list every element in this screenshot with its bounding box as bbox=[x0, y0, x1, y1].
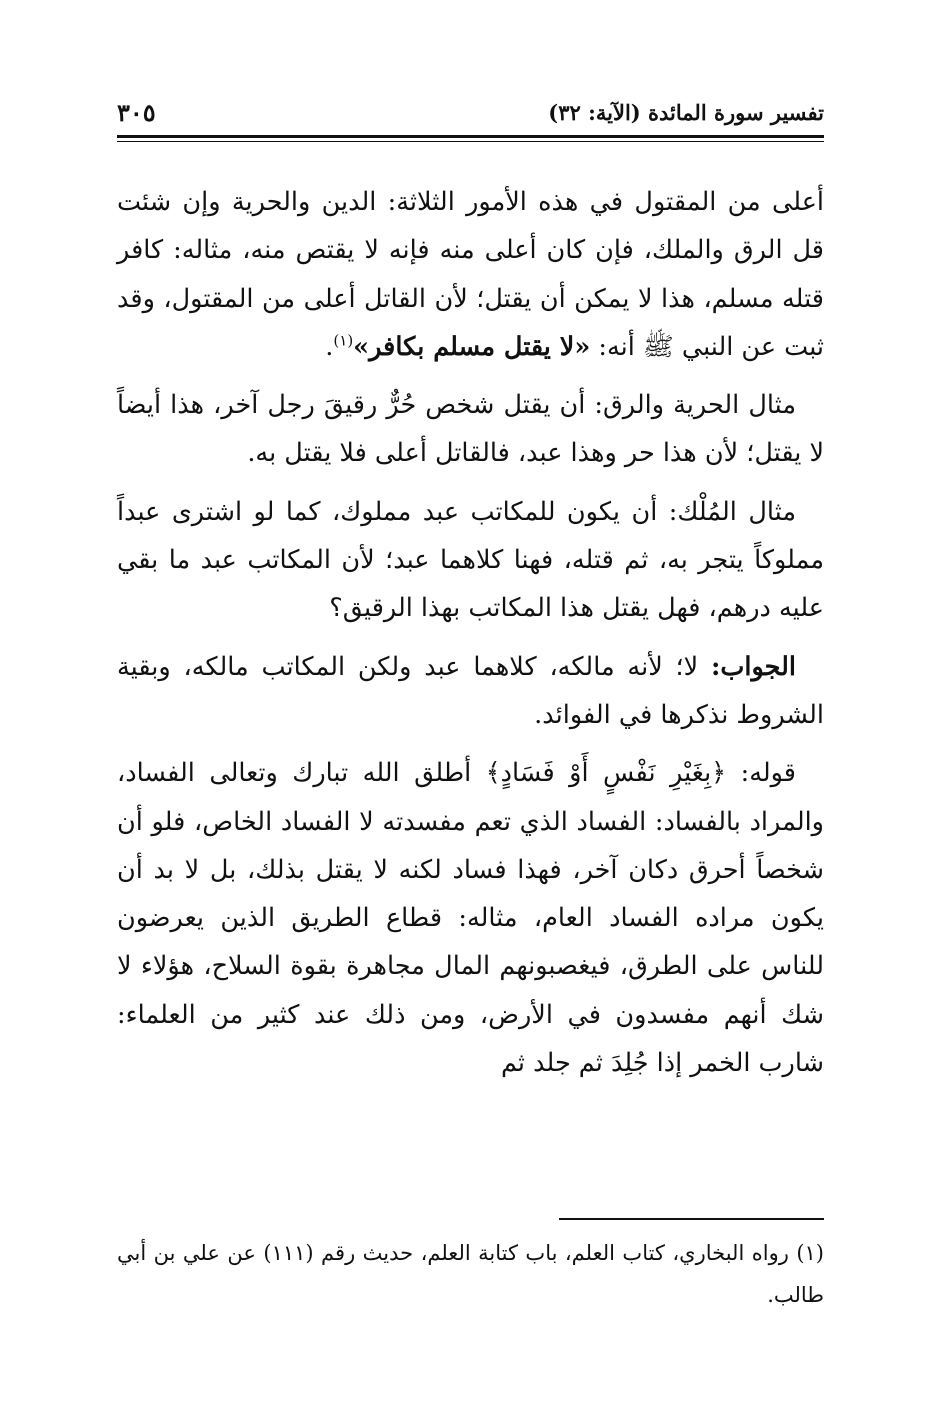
header-rule-thin bbox=[117, 141, 824, 142]
page-header bbox=[117, 92, 824, 132]
paragraph-5-lead: قوله: bbox=[726, 758, 796, 789]
paragraph-1-text: أعلى من المقتول في هذه الأمور الثلاثة: الدين والحرية وإن شئت قل الرق والملك، فإن كان أعلى منه فإنه لا يقتص منه، مثاله: كافر قتله مسلم، هذا لا يمكن أن يقتل؛ لأن القاتل أعلى من المقتول، وقد ثبت عن النبي ﷺ أنه: bbox=[117, 187, 824, 362]
paragraph-2: مثال الحرية والرق: أن يقتل شخص حُرٌّ رقيقَ رجل آخر، هذا أيضاً لا يقتل؛ لأن هذا حر وهذا عبد، فالقاتل أعلى فلا يقتل به. bbox=[117, 390, 824, 469]
footnote-reference[interactable]: (١) bbox=[333, 331, 354, 350]
page-number: ٣٠٥ bbox=[117, 97, 156, 127]
footnote: (١) رواه البخاري، كتاب العلم، باب كتابة العلم، حديث رقم (١١١) عن علي بن أبي طالب. bbox=[117, 1241, 824, 1307]
footnote-separator bbox=[559, 1218, 824, 1220]
header-rule-thick bbox=[117, 135, 824, 138]
paragraph-1 bbox=[117, 178, 824, 371]
paragraph-4 bbox=[117, 643, 824, 740]
answer-text: لا؛ لأنه مالكه، كلاهما عبد ولكن المكاتب مالكه، وبقية الشروط نذكرها في الفوائد. bbox=[117, 651, 824, 730]
paragraph-5 bbox=[117, 749, 824, 1087]
running-title: تفسير سورة المائدة (الآية: ٣٢) bbox=[548, 99, 824, 125]
answer-label: الجواب: bbox=[711, 651, 796, 682]
quran-verse: ﴿بِغَيْرِ نَفْسٍ أَوْ فَسَادٍ﴾ bbox=[485, 758, 727, 789]
paragraph-3: مثال المُلْك: أن يكون للمكاتب عبد مملوك، كما لو اشترى عبداً مملوكاً يتجر به، ثم قتله، فهنا كلاهما عبد؛ لأن المكاتب عبد ما بقي عليه درهم، فهل يقتل هذا المكاتب بهذا الرقيق؟ bbox=[117, 496, 824, 624]
paragraph-1-end: . bbox=[325, 331, 334, 362]
hadith-quote: «لا يقتل مسلم بكافر» bbox=[353, 331, 591, 362]
paragraph-5-text: أطلق الله تبارك وتعالى الفساد، والمراد بالفساد: الفساد الذي تعم مفسدته لا الفساد الخاص، فلو أن شخصاً أحرق دكان آخر، فهذا فساد لكنه لا يقتل بذلك، بل لا بد أن يكون مراده الفساد العام، مثاله: قطاع الطريق الذين يعرضون للناس على الطرق، فيغصبونهم المال مجاهرة بقوة السلاح، هؤلاء لا شك أنهم مفسدون في الأرض، ومن ذلك عند كثير من العلماء: شارب الخمر إذا جُلِدَ ثم جلد ثم bbox=[117, 758, 824, 1079]
main-text bbox=[117, 178, 824, 1097]
